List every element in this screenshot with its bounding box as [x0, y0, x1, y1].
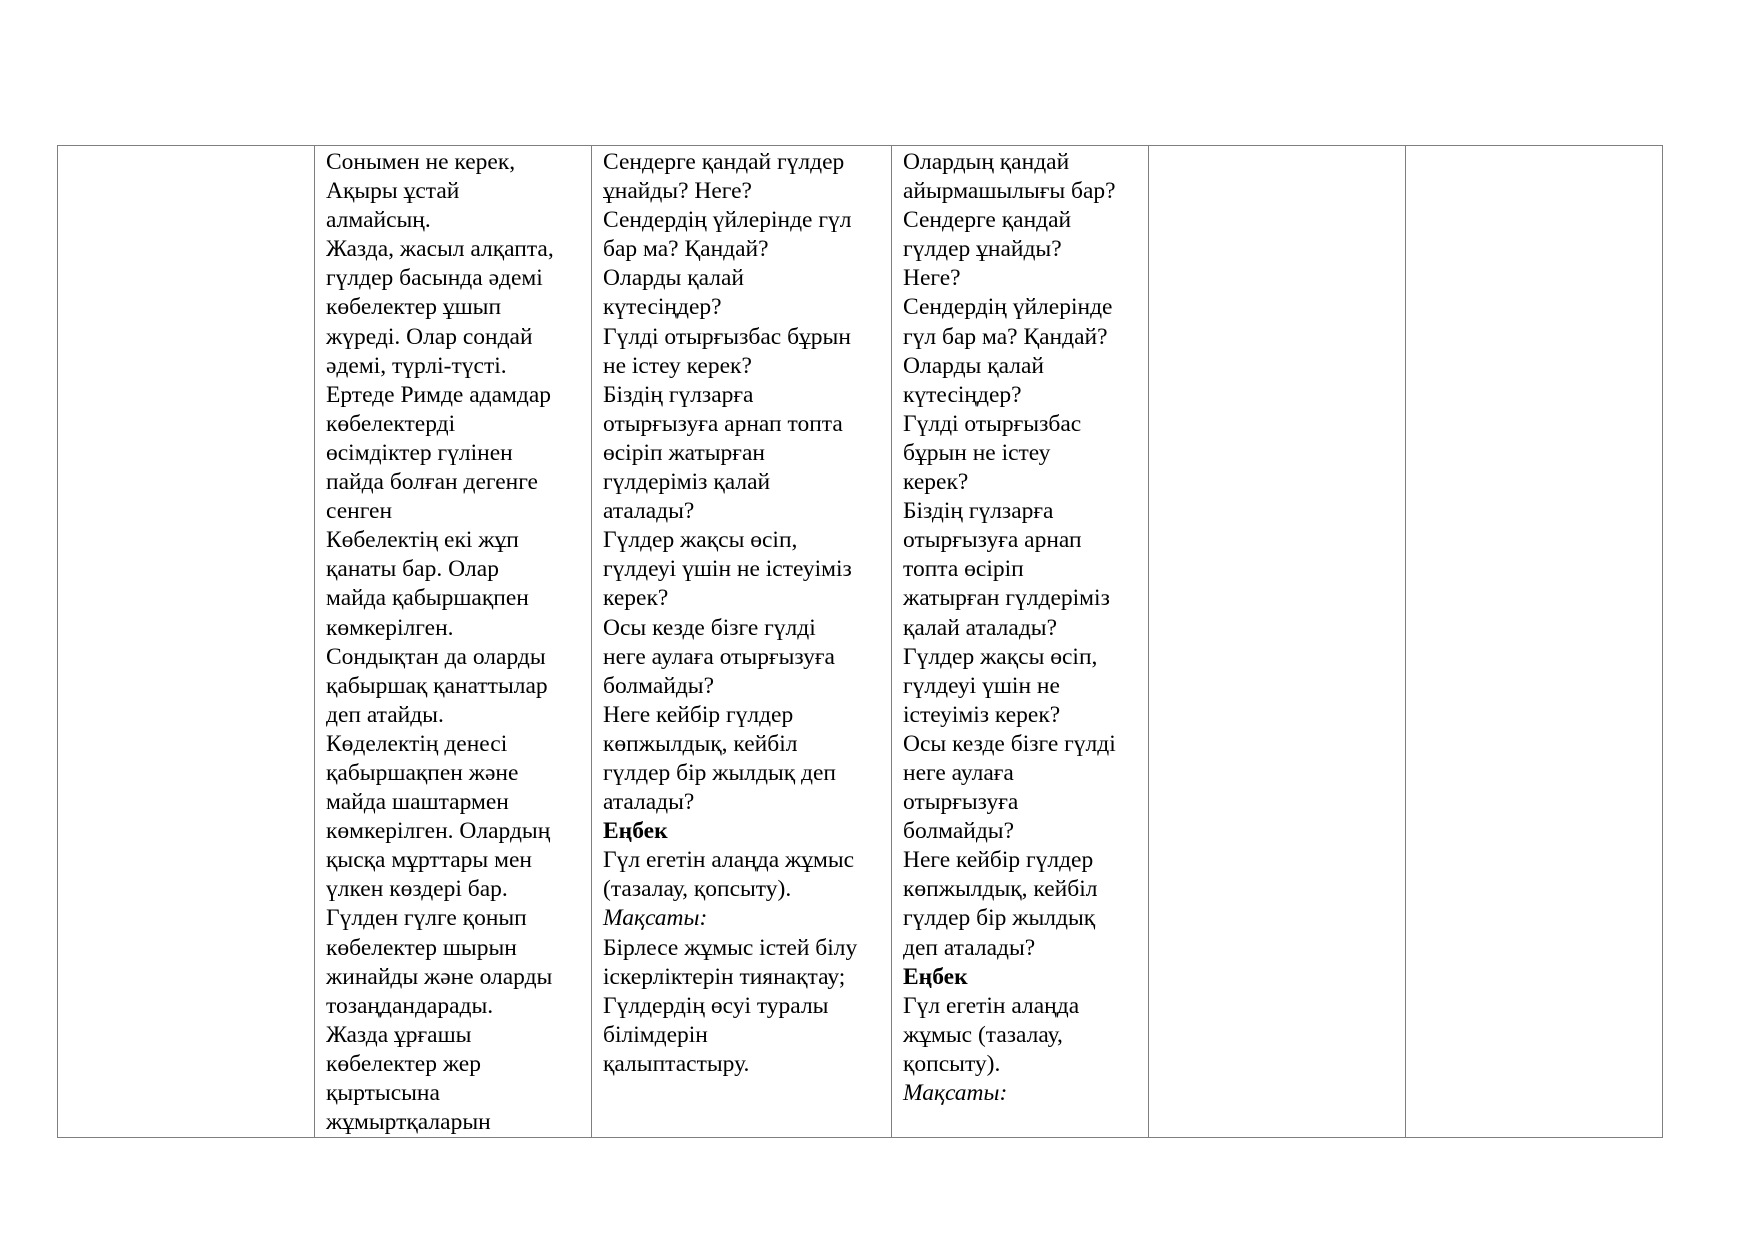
- text-line: Гүлдер жақсы өсіп,: [903, 643, 1098, 670]
- text-line: Еңбек: [903, 963, 968, 990]
- text-line: Біздің гүлзарға: [903, 498, 1054, 525]
- text-line: қабыршақпен және: [326, 759, 519, 786]
- text-line: не істеу керек?: [603, 352, 752, 379]
- text-line: Сендерге қандай гүлдер: [603, 149, 845, 175]
- text-line: неге аулаға: [903, 759, 1014, 786]
- text-line: майда қабыршақпен: [326, 585, 529, 612]
- text-line: Мақсаты:: [603, 905, 708, 932]
- text-line: алмайсың.: [326, 207, 431, 234]
- text-line: гүлдер бір жылдық деп: [603, 759, 836, 786]
- cell-text: [1149, 146, 1405, 148]
- text-line: көмкерілген. Олардың: [326, 818, 551, 845]
- text-line: Неге кейбір гүлдер: [603, 701, 794, 728]
- text-line: Жазда ұрғашы: [326, 1021, 472, 1048]
- text-line: қопсыту).: [903, 1050, 1001, 1077]
- cell-text: [892, 146, 1148, 1108]
- text-line: істеуіміз керек?: [903, 701, 1061, 728]
- table-cell-0: [58, 146, 315, 1138]
- text-line: көпжылдық, кейбіл: [903, 876, 1098, 903]
- text-line: болмайды?: [903, 818, 1015, 845]
- text-line: болмайды?: [603, 672, 715, 699]
- text-line: қанаты бар. Олар: [326, 556, 499, 583]
- text-line: майда шаштармен: [326, 789, 509, 816]
- text-line: керек?: [603, 585, 669, 612]
- text-line: Гүлді отырғызбас: [903, 410, 1082, 437]
- table-cell-3: [892, 146, 1149, 1138]
- text-line: Ертеде Римде адамдар: [326, 381, 552, 408]
- text-line: қыртысына: [326, 1080, 440, 1106]
- text-line: Сондықтан да оларды: [326, 643, 546, 670]
- text-line: жинайды және оларды: [326, 963, 553, 990]
- text-line: Осы кезде бізге гүлді: [603, 614, 816, 641]
- table-cell-2: [592, 146, 892, 1138]
- text-line: Неге кейбір гүлдер: [903, 847, 1094, 874]
- text-line: керек?: [903, 469, 969, 496]
- text-line: отырғызуға арнап топта: [603, 410, 843, 437]
- text-line: Көбелектің екі жұп: [326, 527, 519, 554]
- table-row: [58, 146, 1663, 1138]
- text-line: жұмыртқаларын: [326, 1109, 491, 1136]
- text-line: күтесіңдер?: [903, 381, 1022, 408]
- text-line: гүлдеуі үшін не: [903, 672, 1060, 699]
- cell-text: [58, 146, 314, 148]
- table-cell-5: [1406, 146, 1663, 1138]
- text-line: бұрын не істеу: [903, 439, 1051, 466]
- text-line: отырғызуға арнап: [903, 527, 1082, 554]
- text-line: аталады?: [603, 789, 695, 816]
- text-line: Гүлді отырғызбас бұрын: [603, 323, 851, 350]
- text-line: Біздің гүлзарға: [603, 381, 754, 408]
- text-line: Бірлесе жұмыс істей білу: [603, 934, 858, 961]
- text-line: Оларды қалай: [903, 352, 1044, 379]
- text-line: бар ма? Қандай?: [603, 236, 769, 263]
- table-cell-1: [315, 146, 592, 1138]
- text-line: Сонымен не керек,: [326, 149, 516, 175]
- text-line: іскерліктерін тиянақтау;: [603, 963, 846, 990]
- text-line: Гүлдер жақсы өсіп,: [603, 527, 798, 554]
- text-line: Сендердің үйлерінде гүл: [603, 207, 852, 234]
- document-table: [57, 145, 1663, 1138]
- text-line: Неге?: [903, 265, 961, 292]
- text-line: Мақсаты:: [903, 1080, 1008, 1106]
- cell-text: [592, 146, 891, 1079]
- text-line: өсіріп жатырған: [603, 439, 765, 466]
- text-line: қалыптастыру.: [603, 1050, 750, 1077]
- text-line: топта өсіріп: [903, 556, 1024, 583]
- text-line: жүреді. Олар сондай: [326, 323, 533, 350]
- text-line: Сендерге қандай: [903, 207, 1072, 234]
- text-line: (тазалау, қопсыту).: [603, 876, 792, 903]
- text-line: гүлдер басында әдемі: [326, 265, 543, 292]
- text-line: Ақыры ұстай: [326, 178, 460, 205]
- text-line: гүл бар ма? Қандай?: [903, 323, 1108, 350]
- text-line: күтесіңдер?: [603, 294, 722, 321]
- text-line: тозаңдандарады.: [326, 992, 494, 1019]
- text-line: көбелектер жер: [326, 1050, 481, 1077]
- text-line: гүлдер ұнайды?: [903, 236, 1062, 263]
- text-line: Жазда, жасыл алқапта,: [326, 236, 554, 263]
- text-line: Көделектің денесі: [326, 730, 508, 757]
- text-line: гүлдеуі үшін не істеуіміз: [603, 556, 852, 583]
- text-line: сенген: [326, 498, 393, 525]
- cell-text: [315, 146, 591, 1137]
- text-line: жатырған гүлдеріміз: [903, 585, 1110, 612]
- text-line: Еңбек: [603, 818, 668, 845]
- text-line: деп атайды.: [326, 701, 444, 728]
- text-line: неге аулаға отырғызуға: [603, 643, 835, 670]
- text-line: деп аталады?: [903, 934, 1036, 961]
- text-line: аталады?: [603, 498, 695, 525]
- text-line: Гүлдердің өсуі туралы: [603, 992, 829, 1019]
- text-line: қысқа мұрттары мен: [326, 847, 532, 874]
- text-line: гүлдер бір жылдық: [903, 905, 1096, 932]
- text-line: отырғызуға: [903, 789, 1019, 816]
- text-line: қабыршақ қанаттылар: [326, 672, 548, 699]
- text-line: Сендердің үйлерінде: [903, 294, 1113, 321]
- text-line: Олардың қандай: [903, 149, 1070, 175]
- text-line: көбелектер шырын: [326, 934, 517, 961]
- text-line: білімдерін: [603, 1021, 708, 1048]
- text-line: әдемі, түрлі-түсті.: [326, 352, 507, 379]
- text-line: Гүлден гүлге қонып: [326, 905, 527, 932]
- text-line: Оларды қалай: [603, 265, 744, 292]
- text-line: көмкерілген.: [326, 614, 454, 641]
- text-line: Осы кезде бізге гүлді: [903, 730, 1116, 757]
- table-cell-4: [1149, 146, 1406, 1138]
- text-line: қалай аталады?: [903, 614, 1058, 641]
- cell-text: [1406, 146, 1662, 148]
- text-line: көбелектер ұшып: [326, 294, 502, 321]
- text-line: Гүл егетін алаңда: [903, 992, 1080, 1019]
- text-line: айырмашылығы бар?: [903, 178, 1116, 205]
- text-line: көпжылдық, кейбіл: [603, 730, 798, 757]
- text-line: ұнайды? Неге?: [603, 178, 752, 205]
- text-line: көбелектерді: [326, 410, 456, 437]
- text-line: Гүл егетін алаңда жұмыс: [603, 847, 855, 874]
- text-line: жұмыс (тазалау,: [903, 1021, 1063, 1048]
- text-line: өсімдіктер гүлінен: [326, 439, 513, 466]
- text-line: пайда болған дегенге: [326, 469, 538, 496]
- text-line: үлкен көздері бар.: [326, 876, 508, 903]
- text-line: гүлдеріміз қалай: [603, 469, 771, 496]
